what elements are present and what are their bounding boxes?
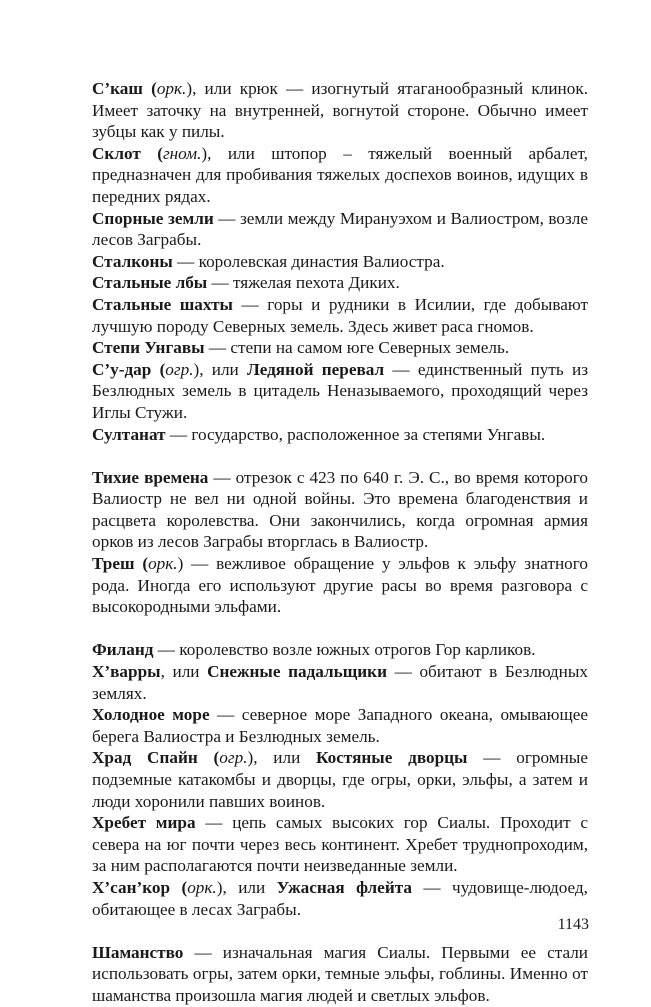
entry-term: (: [151, 359, 166, 379]
glossary-entry: [92, 661, 588, 704]
entry-definition: — обитают в Безлюдных землях.: [92, 662, 588, 703]
entry-term: Стальные лбы: [92, 273, 208, 293]
entry-language-tag: гном.: [162, 143, 202, 163]
glossary-entry: [92, 467, 588, 553]
entry-language-tag: орк.: [187, 877, 217, 897]
entry-definition: — изначальная магия Сиалы. Первыми ее стали использовать огры, затем орки, темные эльфы, гоблины. Именно от шаманства произошла магия людей и светлых эльфов.: [92, 942, 588, 1005]
entry-term: (: [197, 748, 220, 768]
entry-term: Костяные дворцы: [316, 748, 468, 768]
glossary-entry: [92, 143, 588, 208]
glossary-entry: [92, 812, 588, 877]
entry-definition: — государство, расположенное за степями Унгавы.: [165, 424, 546, 444]
entry-language-tag: огр.: [165, 359, 194, 379]
page-number: 1143: [557, 916, 589, 933]
glossary-entry: [92, 294, 588, 337]
glossary-entry: [92, 639, 588, 661]
entry-definition: ), или: [247, 748, 317, 768]
entry-definition: — отрезок с 423 по 640 г. Э. С., во время которого Валиостр не вел ни одной войны. Это времена благоденствия и расцвета королевства. Они закончились, когда огромная армия орков из лесов Заграбы вторглась в Валиостр.: [92, 467, 588, 552]
entry-definition: ), или: [193, 359, 248, 379]
entry-definition: — огромные подземные катакомбы и дворцы, где огры, орки, эльфы, а затем и люди хоронили павших воинов.: [92, 748, 588, 811]
entry-term: Х’сан’кор: [92, 877, 171, 897]
entry-definition: — королевство возле южных отрогов Гор карликов.: [153, 640, 536, 660]
section-gap: [92, 920, 588, 942]
entry-term: Султанат: [92, 424, 166, 444]
entry-definition: — чудовище-людоед, обитающее в лесах Заграбы.: [92, 877, 588, 919]
entry-definition: — цепь самых высоких гор Сиалы. Проходит с севера на юг почти через весь континент. Хребет труднопроходим, за ним располагаются почти неизведанные земли.: [92, 813, 588, 876]
glossary-entry: [92, 359, 588, 424]
entry-term: Тихие времена: [92, 467, 209, 487]
entry-definition: — северное море Западного океана, омывающее берега Валиостра и Безлюдных земель.: [92, 705, 589, 746]
entry-term: Сталконы: [92, 251, 173, 271]
entry-language-tag: орк.: [156, 79, 187, 98]
entry-term: (: [170, 877, 188, 897]
entry-term: Треш: [92, 554, 135, 574]
glossary-entry: [92, 553, 588, 618]
entry-definition: — тяжелая пехота Диких.: [207, 273, 400, 293]
section-gap: [92, 618, 588, 640]
entry-definition: ), или штопор – тяжелый военный арбалет, предназначен для пробивания тяжелых доспехов воинов, идущих в передних рядах.: [92, 143, 588, 206]
glossary-entry: [92, 704, 588, 747]
entry-definition: ), или: [216, 877, 277, 897]
entry-definition: — единственный путь из Безлюдных земель в цитадель Неназываемого, проходящий через Иглы Стужи.: [92, 359, 588, 422]
entry-definition: — горы и рудники в Исилии, где добывают лучшую породу Северных земель. Здесь живет раса гномов.: [92, 294, 588, 336]
entry-definition: — степи на самом юге Северных земель.: [204, 338, 510, 358]
entry-term: Филанд: [92, 640, 154, 660]
glossary-page: [92, 78, 588, 1007]
entry-term: Х’варры: [92, 662, 161, 682]
glossary-entry: [92, 337, 588, 359]
glossary-entry: [92, 747, 588, 812]
entry-term: Склот: [92, 143, 141, 163]
entry-definition: , или: [160, 662, 208, 682]
entry-term: С’каш: [92, 79, 143, 98]
entry-term: (: [134, 554, 149, 574]
glossary-entry: [92, 942, 588, 1007]
glossary-entry: [92, 877, 588, 920]
entry-term: Снежные падальщики: [207, 662, 387, 682]
entry-term: С’у-дар: [92, 359, 152, 379]
entry-definition: ) — вежливое обращение у эльфов к эльфу знатного рода. Иногда его используют другие расы во время разговора с высокородными эльфами.: [92, 554, 588, 617]
entry-definition: — королевская династия Валиостра.: [172, 251, 445, 271]
entry-term: Спорные земли: [92, 208, 214, 228]
entry-term: Степи Унгавы: [92, 338, 205, 358]
entry-language-tag: орк.: [148, 554, 178, 574]
glossary-entry: [92, 208, 588, 251]
entry-term: Ледяной перевал: [247, 359, 385, 379]
glossary-entry: [92, 78, 588, 143]
entry-language-tag: огр.: [219, 748, 248, 768]
entry-term: Ужасная флейта: [276, 877, 412, 897]
glossary-entry: [92, 251, 588, 273]
entry-term: Холодное море: [92, 705, 210, 725]
entry-definition: — земли между Мирануэхом и Валиостром, возле лесов Заграбы.: [92, 208, 588, 250]
entry-term: Шаманство: [92, 942, 184, 962]
entry-term: Стальные шахты: [92, 294, 233, 314]
entry-definition: ), или крюк — изогнутый ятаганообразный клинок. Имеет заточку на внутренней, вогнутой стороне. Обычно имеет зубцы как у пилы.: [92, 79, 588, 142]
entry-term: (: [142, 79, 157, 98]
entry-term: Храд Спайн: [92, 748, 198, 768]
glossary-entry: [92, 424, 588, 446]
entry-term: (: [140, 143, 163, 163]
section-gap: [92, 445, 588, 467]
entry-term: Хребет мира: [92, 813, 196, 833]
glossary-entry: [92, 272, 588, 294]
